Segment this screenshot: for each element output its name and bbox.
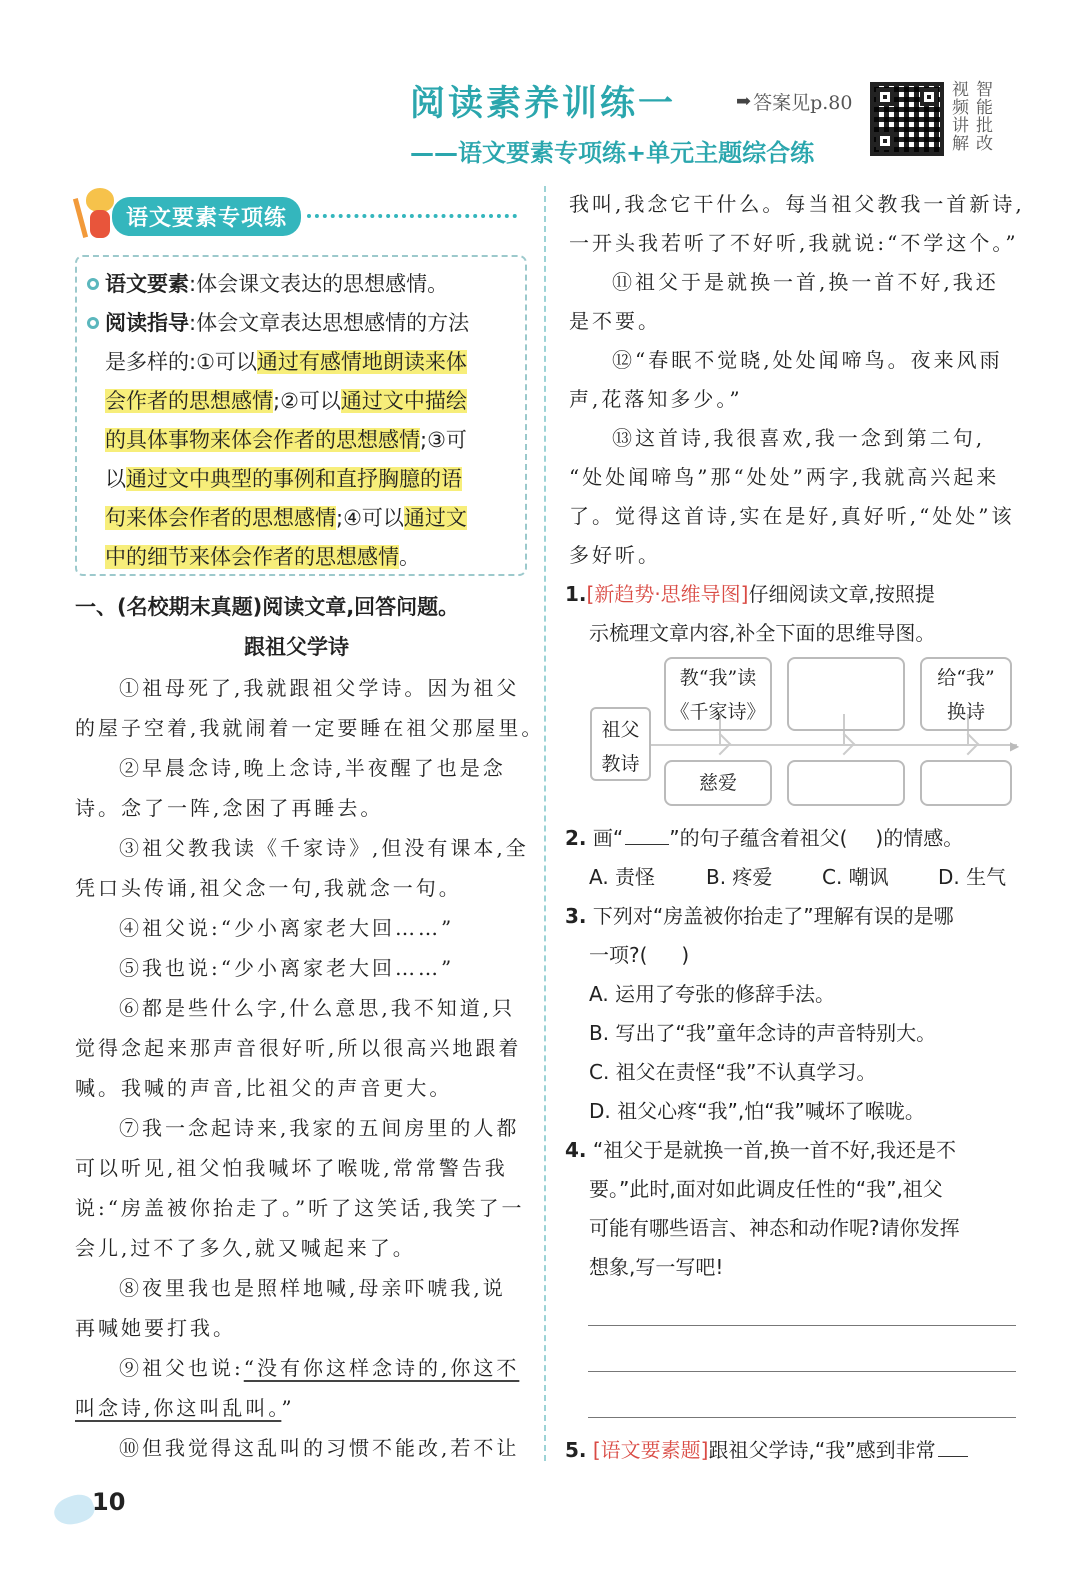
passage-line: 喊。我喊的声音,比祖父的声音更大。: [75, 1076, 453, 1100]
passage-line: 了。觉得这首诗,实在是好,真好听,“处处”该: [569, 504, 1015, 528]
smart-grading-label: 智能批改: [972, 80, 992, 152]
question-4-line: 可能有哪些语言、神态和动作呢?请你发挥: [589, 1216, 960, 1240]
mindmap-node-top-2-blank[interactable]: [787, 657, 905, 731]
guide-line-7: 中的细节来体会作者的思想感情。: [105, 545, 420, 569]
passage-line: ⑪祖父于是就换一首,换一首不好,我还: [612, 270, 999, 294]
passage-line: 叫念诗,你这叫乱叫。”: [75, 1396, 295, 1420]
passage-line: ⑧夜里我也是照样地喊,母亲吓唬我,说: [119, 1276, 506, 1300]
question-2: 2. 画“ ”的句子蕴含着祖父( )的情感。: [565, 826, 964, 850]
column-divider: [544, 186, 546, 1461]
passage-line: 会儿,过不了多久,就又喊起来了。: [75, 1236, 416, 1260]
option-c[interactable]: C. 祖父在责怪“我”不认真学习。: [589, 1060, 877, 1084]
fill-blank[interactable]: [625, 844, 669, 845]
passage-line: ⑦我一念起诗来,我家的五间房里的人都: [119, 1116, 520, 1140]
passage-line: ②早晨念诗,晚上念诗,半夜醒了也是念: [119, 756, 506, 780]
passage-line: ⑨祖父也说:“没有你这样念诗的,你这不: [119, 1356, 520, 1380]
option-c[interactable]: C. 嘲讽: [822, 865, 889, 889]
qr-code-icon[interactable]: [870, 82, 944, 156]
option-d[interactable]: D. 生气: [938, 865, 1007, 889]
passage-line: ④祖父说:“少小离家老大回……”: [119, 916, 455, 940]
passage-line: 一开头我若听了不好听,我就说:“不学这个。”: [569, 231, 1019, 255]
page-corner-decoration: [50, 1490, 97, 1530]
question-tag: [语文要素题]: [592, 1438, 709, 1462]
page-title: 阅读素养训练一: [410, 84, 677, 124]
element-line: 语文要素:体会课文表达的思想感情。: [105, 268, 448, 298]
guide-line-4: 的具体事物来体会作者的思想感情;③可: [105, 428, 467, 452]
mindmap-root: 祖父 教诗: [590, 707, 651, 781]
section-badge: [78, 188, 517, 244]
option-a[interactable]: A. 责怪: [589, 865, 656, 889]
passage-line: ⑥都是些什么字,什么意思,我不知道,只: [119, 996, 516, 1020]
passage-line: 的屋子空着,我就闹着一定要睡在祖父那屋里。: [75, 716, 545, 740]
passage-line: 再喊她要打我。: [75, 1316, 236, 1340]
dotted-rule: [307, 214, 517, 218]
video-explain-label: 视频讲解: [948, 80, 968, 152]
option-a[interactable]: A. 运用了夸张的修辞手法。: [589, 982, 836, 1006]
qr-side-labels: [949, 80, 991, 152]
question-4-line: 想象,写一写吧!: [589, 1255, 724, 1279]
bullet-icon: [87, 278, 99, 290]
guide-line-5: 以通过文中典型的事例和直抒胸臆的语: [105, 467, 462, 491]
answer-reference: [736, 88, 852, 115]
mindmap-node-top-1: 教“我”读 《千家诗》: [664, 657, 772, 731]
passage-line: 声,花落知多少。”: [569, 387, 743, 411]
passage-line: ⑤我也说:“少小离家老大回……”: [119, 956, 455, 980]
passage-line: ①祖母死了,我就跟祖父学诗。因为祖父: [119, 676, 520, 700]
question-1: 1.[新趋势·思维导图]仔细阅读文章,按照提: [565, 582, 935, 606]
arrow-head-icon: ▶: [1010, 739, 1020, 753]
question-4: 4. “祖父于是就换一首,换一首不好,我还是不: [565, 1138, 956, 1162]
passage-line: 可以听见,祖父怕我喊坏了喉咙,常常警告我: [75, 1156, 508, 1180]
question-3: 3. 下列对“房盖被你抬走了”理解有误的是哪: [565, 904, 954, 928]
passage-line: ⑬这首诗,我很喜欢,我一念到第二句,: [612, 426, 986, 450]
option-b[interactable]: B. 写出了“我”童年念诗的声音特别大。: [589, 1021, 937, 1045]
question-4-line: 要。”此时,面对如此调皮任性的“我”,祖父: [589, 1177, 943, 1201]
guide-line-2: 是多样的:①可以通过有感情地朗读来体: [105, 350, 467, 374]
question-3-cont: 一项?( ): [589, 943, 690, 967]
arrow-right-icon: ➡: [736, 91, 752, 112]
question-1-cont: 示梳理文章内容,补全下面的思维导图。: [589, 621, 936, 645]
mindmap-node-bottom-2-blank[interactable]: [787, 760, 905, 806]
answer-reference-text: 答案见p.80: [753, 92, 853, 114]
guide-line-3: 会作者的思想感情;②可以通过文中描绘: [105, 389, 467, 413]
page-subtitle: ——语文要素专项练+单元主题综合练: [410, 139, 815, 167]
section-badge-label: 语文要素专项练: [112, 197, 301, 236]
passage-line: “处处闻啼鸟”那“处处”两字,我就高兴起来: [569, 465, 1000, 489]
guide-line-1: 阅读指导:体会文章表达思想感情的方法: [105, 307, 469, 337]
cat-mascot-icon: [78, 188, 118, 244]
question-tag: [新趋势·思维导图]: [586, 582, 749, 606]
guide-line-6: 句来体会作者的思想感情;④可以通过文: [105, 506, 467, 530]
passage-line: 凭口头传诵,祖父念一句,我就念一句。: [75, 876, 462, 900]
passage-line: ⑩但我觉得这乱叫的习惯不能改,若不让: [119, 1436, 520, 1460]
mindmap-node-bottom-1: 慈爱: [664, 760, 772, 806]
passage-line: 觉得念起来那声音很好听,所以很高兴地跟着: [75, 1036, 522, 1060]
passage-line: 诗。念了一阵,念困了再睡去。: [75, 796, 384, 820]
fill-blank[interactable]: [938, 1456, 968, 1457]
question-5: 5. [语文要素题]跟祖父学诗,“我”感到非常: [565, 1434, 968, 1463]
answer-line[interactable]: [588, 1417, 1016, 1418]
passage-line: 多好听。: [569, 543, 661, 567]
mindmap-node-bottom-3-blank[interactable]: [920, 760, 1012, 806]
answer-line[interactable]: [588, 1371, 1016, 1372]
question-heading: 一、(名校期末真题)阅读文章,回答问题。: [75, 595, 460, 619]
passage-line: 说:“房盖被你抬走了。”听了这笑话,我笑了一: [75, 1196, 525, 1220]
page-number: 10: [92, 1488, 126, 1516]
mindmap-node-top-3: 给“我” 换诗: [920, 657, 1012, 731]
passage-line: 是不要。: [569, 309, 661, 333]
passage-line: ③祖父教我读《千家诗》,但没有课本,全: [119, 836, 529, 860]
option-b[interactable]: B. 疼爱: [706, 865, 773, 889]
bullet-icon: [87, 317, 99, 329]
passage-title: 跟祖父学诗: [244, 635, 349, 659]
option-d[interactable]: D. 祖父心疼“我”,怕“我”喊坏了喉咙。: [589, 1099, 925, 1123]
passage-line: ⑫“春眠不觉晓,处处闻啼鸟。夜来风雨: [612, 348, 1003, 372]
answer-line[interactable]: [588, 1325, 1016, 1326]
passage-line: 我叫,我念它干什么。每当祖父教我一首新诗,: [569, 192, 1025, 216]
